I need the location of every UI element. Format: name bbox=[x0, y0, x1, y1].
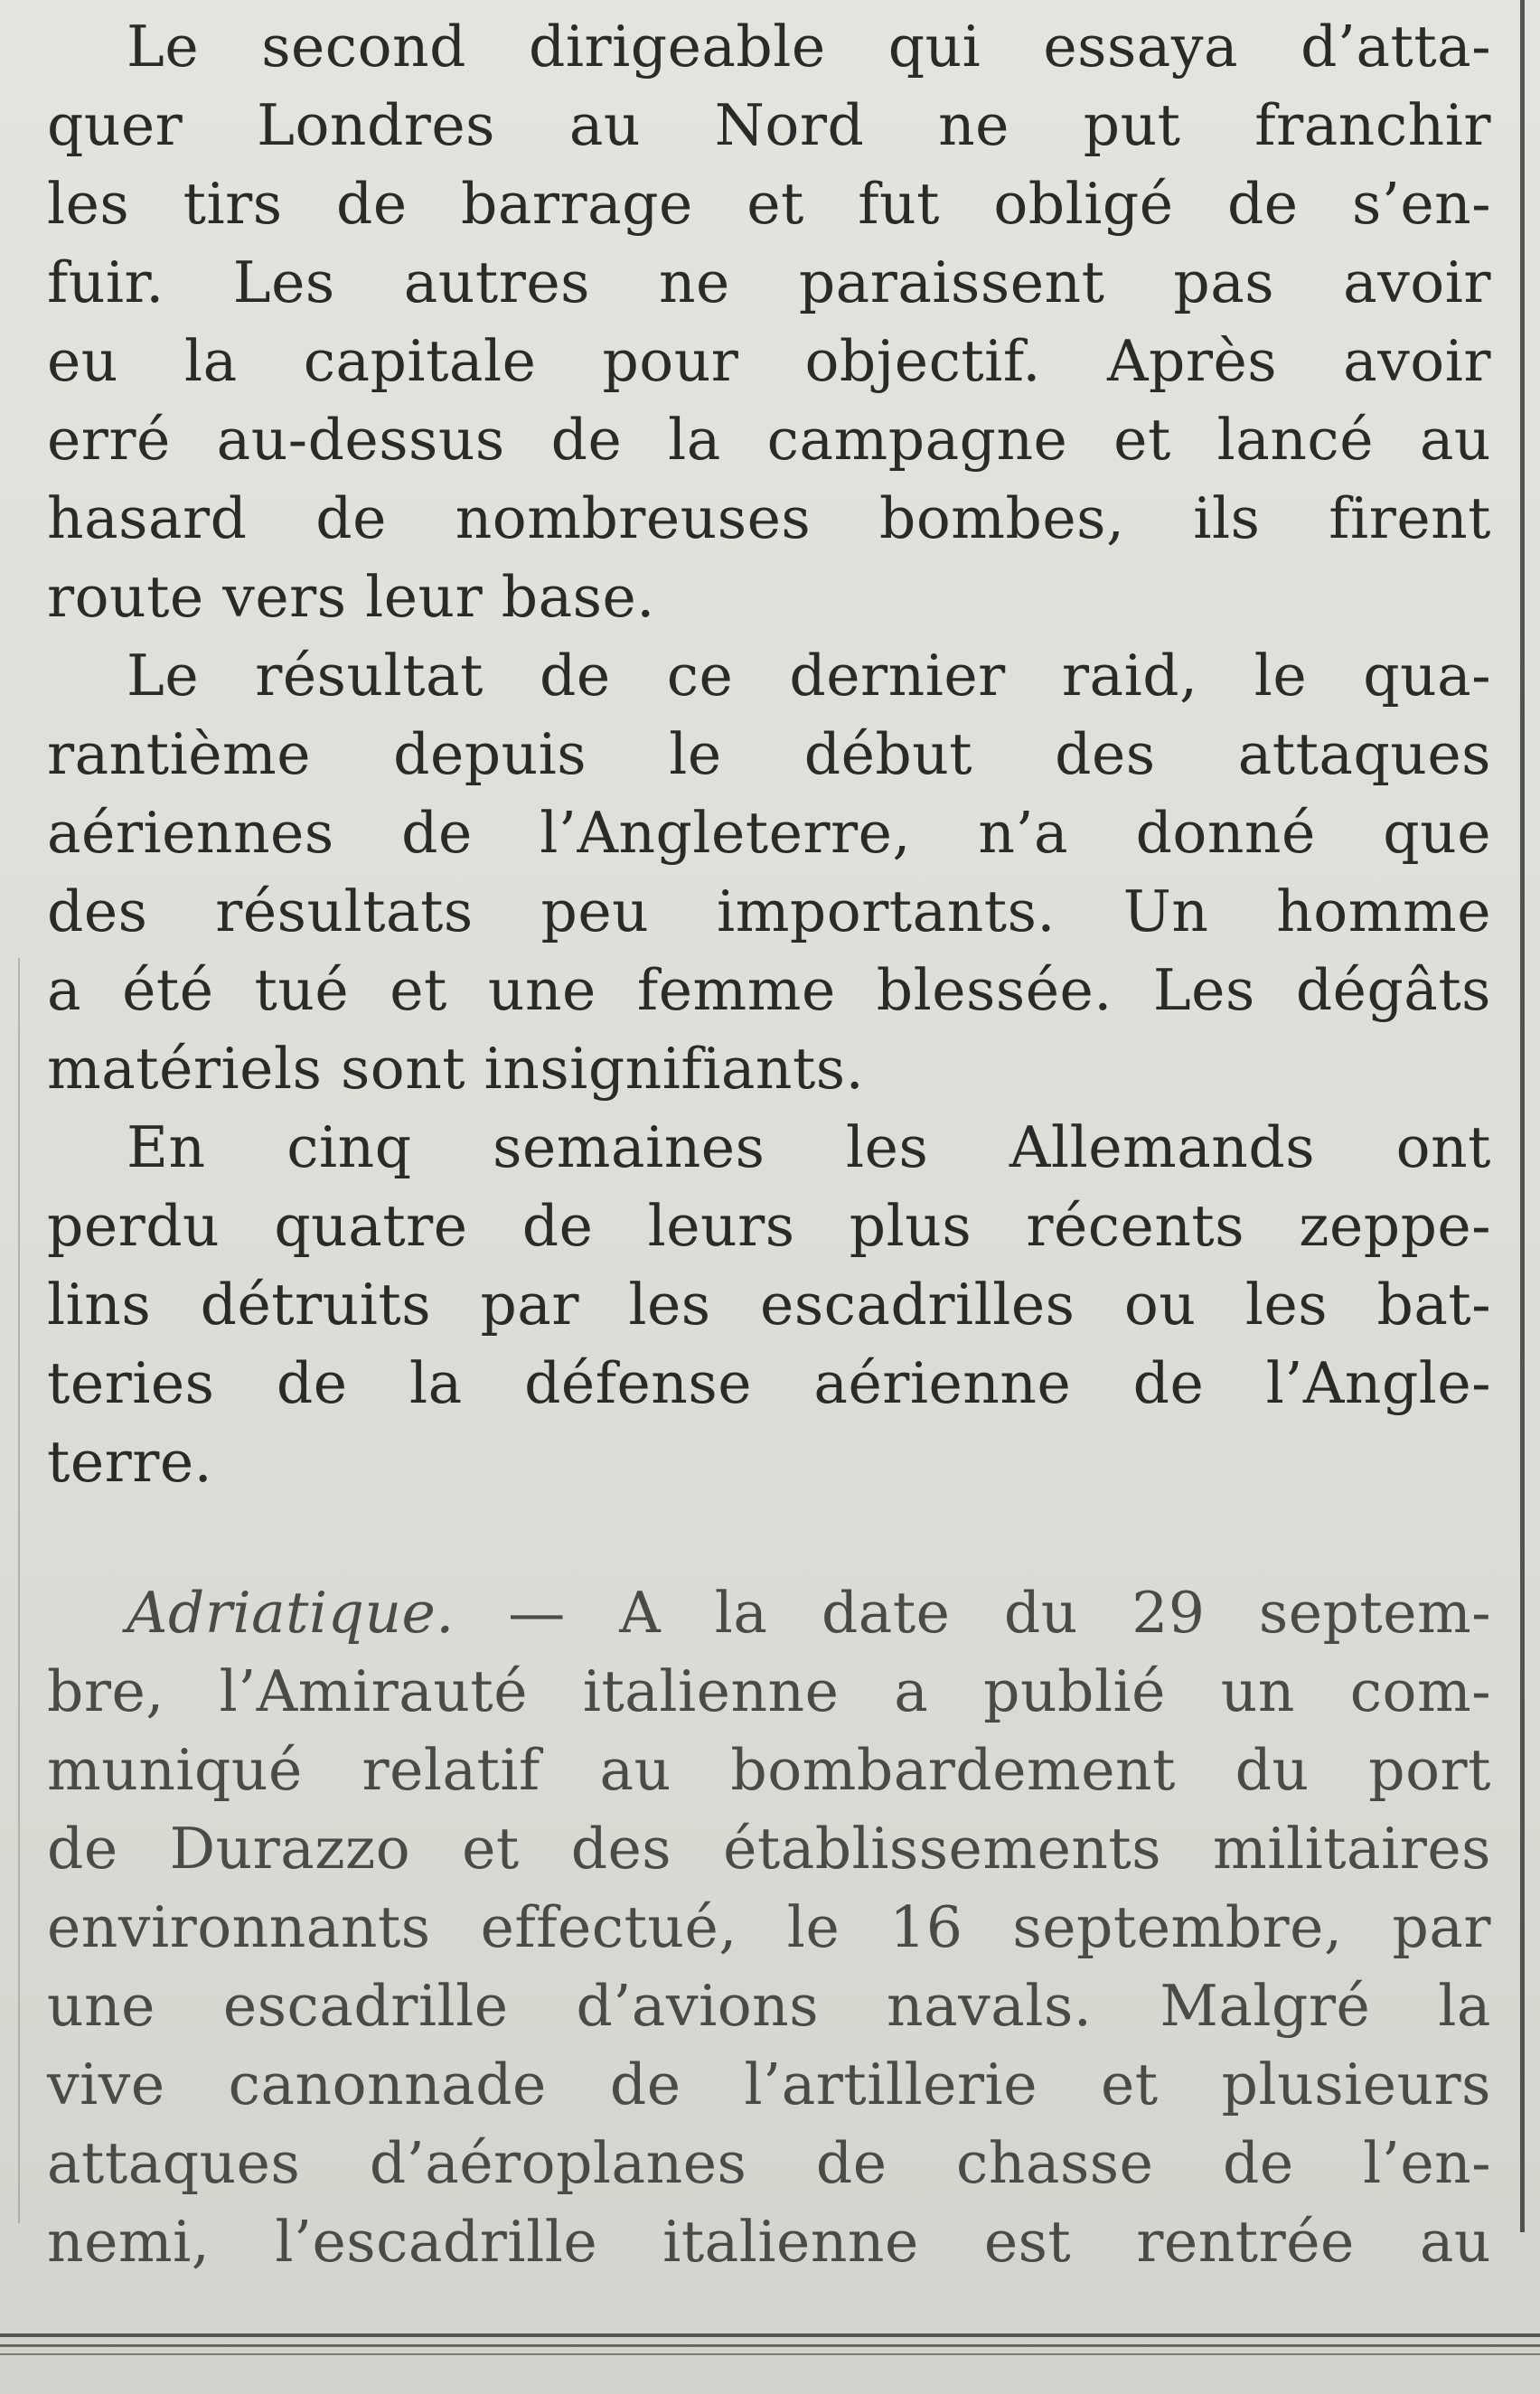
text-line: erré au-dessus de la campagne et lancé au bbox=[47, 407, 1491, 473]
text-column bbox=[47, 7, 1491, 2281]
section-heading-adriatique: Adriatique. bbox=[127, 1580, 455, 1646]
paragraph-raid-result bbox=[47, 636, 1491, 1108]
text-line: aériennes de l’Angleterre, n’a donné que bbox=[47, 800, 1491, 866]
text-line bbox=[47, 1573, 1491, 1652]
text-line: nemi, l’escadrille italienne est rentrée au bbox=[47, 2209, 1491, 2275]
text-line: perdu quatre de leurs plus récents zeppe- bbox=[47, 1193, 1491, 1259]
text-line: matériels sont insignifiants. bbox=[47, 1036, 865, 1102]
text-line: Le second dirigeable qui essaya d’atta- bbox=[127, 14, 1491, 80]
text-line: route vers leur base. bbox=[47, 564, 655, 630]
text-line: hasard de nombreuses bombes, ils firent bbox=[47, 485, 1491, 551]
text-line: quer Londres au Nord ne put franchir bbox=[47, 92, 1491, 158]
text-line: les tirs de barrage et fut obligé de s’en- bbox=[47, 171, 1491, 237]
text-line: une escadrille d’avions navals. Malgré la bbox=[47, 1973, 1491, 2039]
paragraph-zeppelin-second bbox=[47, 7, 1491, 636]
paragraph-adriatique bbox=[47, 1573, 1491, 2281]
text-line: Le résultat de ce dernier raid, le qua- bbox=[127, 643, 1491, 709]
text-line: rantième depuis le début des attaques bbox=[47, 721, 1491, 787]
text-line: lins détruits par les escadrilles ou les bat- bbox=[47, 1272, 1491, 1338]
divider bbox=[0, 2344, 1540, 2347]
divider bbox=[0, 2333, 1540, 2337]
text-line: environnants effectué, le 16 septembre, par bbox=[47, 1894, 1491, 1960]
column-rule-left bbox=[18, 958, 20, 2223]
text-line: teries de la défense aérienne de l’Angle- bbox=[47, 1350, 1491, 1416]
text-line: eu la capitale pour objectif. Après avoir bbox=[47, 328, 1491, 394]
paragraph-zeppelins-lost bbox=[47, 1108, 1491, 1501]
text-line: bre, l’Amirauté italienne a publié un com- bbox=[47, 1658, 1491, 1724]
text-line: fuir. Les autres ne paraissent pas avoir bbox=[47, 249, 1491, 315]
text-line: de Durazzo et des établissements militaires bbox=[47, 1816, 1491, 1882]
divider bbox=[0, 2353, 1540, 2355]
text-line: muniqué relatif au bombardement du port bbox=[47, 1737, 1491, 1803]
section-gap bbox=[47, 1501, 1491, 1573]
text-line: terre. bbox=[47, 1429, 213, 1495]
text-line: vive canonnade de l’artillerie et plusieurs bbox=[47, 2051, 1491, 2117]
text-line: des résultats peu importants. Un homme bbox=[47, 878, 1491, 944]
column-rule-right bbox=[1520, 0, 1525, 2232]
bottom-rules bbox=[0, 2333, 1540, 2370]
text-line: attaques d’aéroplanes de chasse de l’en- bbox=[47, 2130, 1491, 2196]
text-line-rest: — A la date du 29 septem- bbox=[454, 1580, 1491, 1646]
text-line: a été tué et une femme blessée. Les dégâts bbox=[47, 957, 1491, 1023]
text-line: En cinq semaines les Allemands ont bbox=[127, 1114, 1491, 1180]
